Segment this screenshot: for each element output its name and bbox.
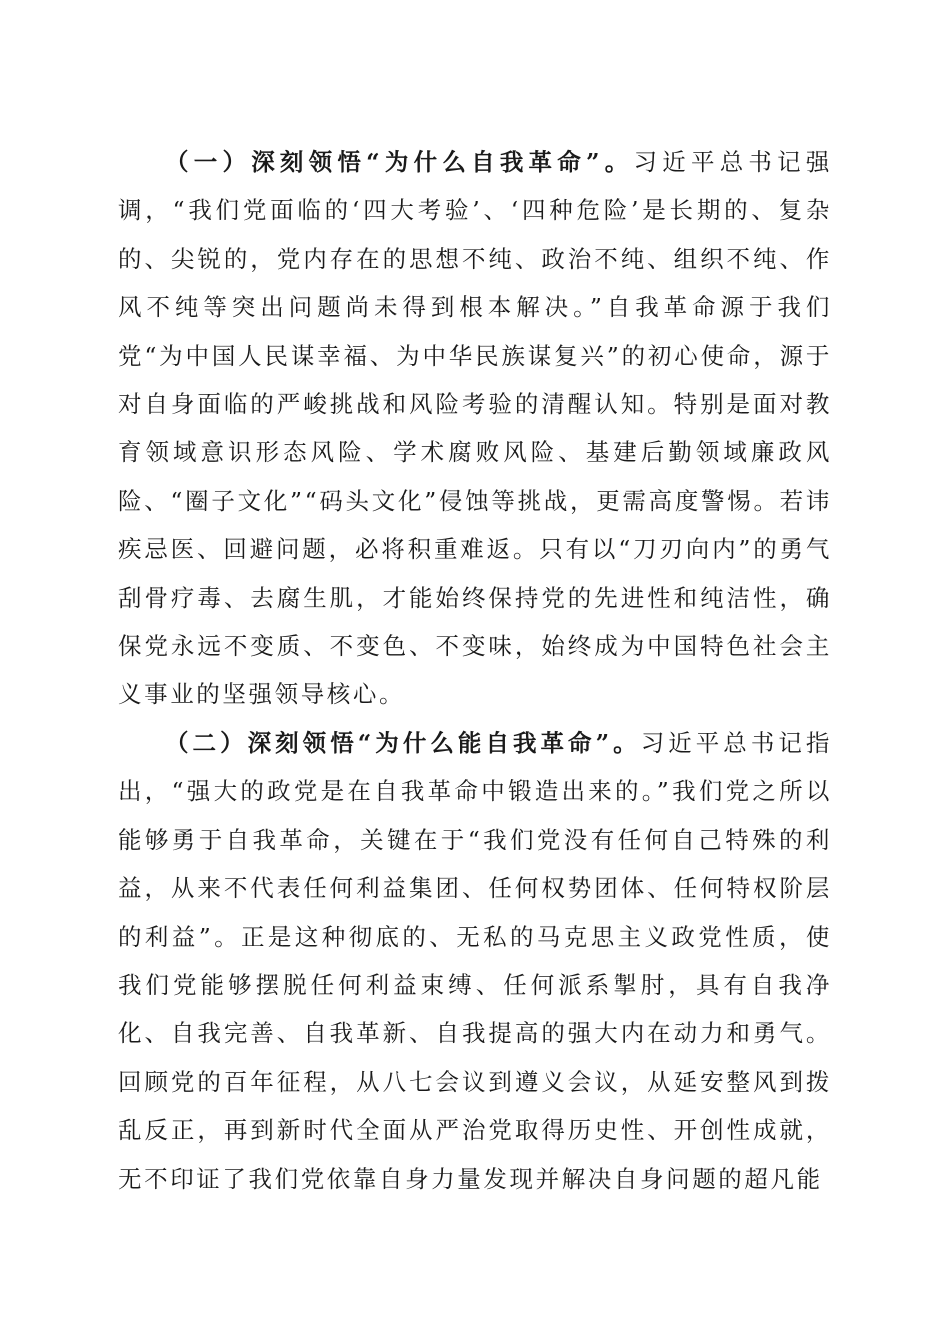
paragraph-2-heading: （二）深刻领悟“为什么能自我革命”。 [165, 728, 641, 757]
paragraph-1-heading: （一）深刻领悟“为什么自我革命”。 [165, 148, 634, 176]
paragraph-2-text: 习近平总书记指出，“强大的政党是在自我革命中锻造出来的。”我们党之所以能够勇于自我革命，关键在于“我们党没有任何自己特殊的利益，从来不代表任何利益集团、任何权势团体、任何特权阶层的利益”。正是这种彻底的、无私的马克思主义政党性质，使我们党能够摆脱任何利益束缚、任何派系掣肘，具有自我净化、自我完善、自我革新、自我提高的强大内在动力和勇气。回顾党的百年征程，从八七会议到遵义会议，从延安整风到拨乱反正，再到新时代全面从严治党取得历史性、开创性成就，无不印证了我们党依靠自身力量发现并解决自身问题的超凡能 [118, 728, 833, 1193]
paragraph-2 [118, 719, 832, 1203]
paragraph-1-text: 习近平总书记强调，“我们党面临的‘四大考验’、‘四种危险’是长期的、复杂的、尖锐的，党内存在的思想不纯、政治不纯、组织不纯、作风不纯等突出问题尚未得到根本解决。”自我革命源于我们党“为中国人民谋幸福、为中华民族谋复兴”的初心使命，源于对自身面临的严峻挑战和风险考验的清醒认知。特别是面对教育领域意识形态风险、学术腐败风险、基建后勤领域廉政风险、“圈子文化”“码头文化”侵蚀等挑战，更需高度警惕。若讳疾忌医、回避问题，必将积重难返。只有以“刀刃向内”的勇气刮骨疗毒、去腐生肌，才能始终保持党的先进性和纯洁性，确保党永远不变质、不变色、不变味，始终成为中国特色社会主义事业的坚强领导核心。 [118, 148, 832, 709]
document-body [118, 138, 832, 1203]
paragraph-1 [118, 138, 832, 719]
